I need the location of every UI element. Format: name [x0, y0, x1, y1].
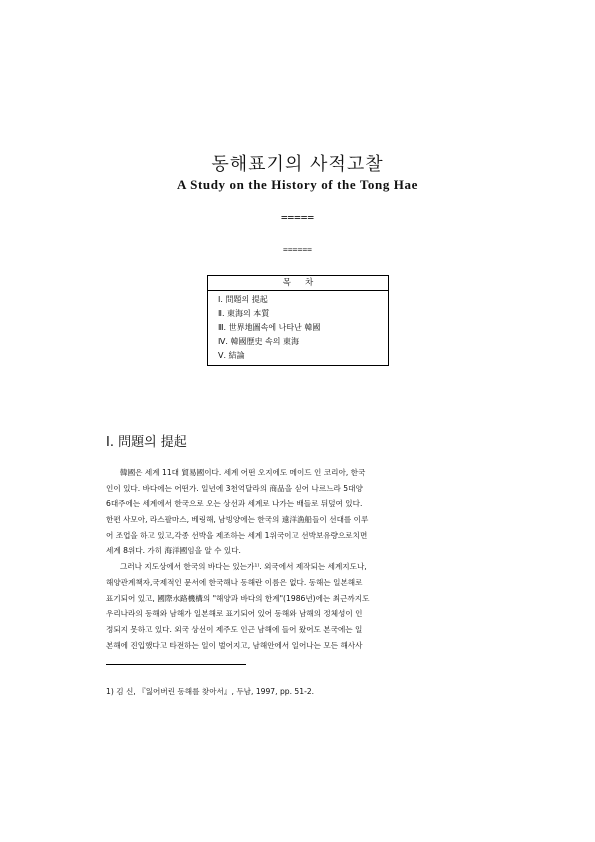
- toc-item: Ⅴ. 結論: [218, 351, 245, 360]
- footnote: 1) 김 신, 『잃어버린 동해를 찾아서』, 두남, 1997, pp. 51-2.: [106, 687, 315, 696]
- body-line: 우리나라의 동해와 남해가 일본해로 표기되어 있어 동해와 남해의 정체성이 인: [106, 609, 363, 619]
- body-line: 표기되어 있고, 國際水路機構의 "해양과 바다의 한계"(1986년)에는 최근까지도: [106, 593, 370, 603]
- toc-heading: 목차: [208, 276, 388, 291]
- section-body: [106, 465, 474, 653]
- footnote-divider: [106, 664, 246, 665]
- toc-item: Ⅱ. 東海의 本質: [218, 309, 270, 318]
- section-heading: Ⅰ. 問題의 提起: [106, 435, 187, 450]
- title-korean: 동해표기의 사적고찰: [211, 154, 384, 175]
- toc-item: Ⅳ. 韓國歷史 속의 東海: [218, 337, 300, 346]
- body-line: 그러나 지도상에서 한국의 바다는 있는가¹⁾. 외국에서 제작되는 세계지도나,: [120, 562, 367, 572]
- body-line: 인이 있다. 바다에는 어떤가. 일년에 3천억달라의 商品을 싣어 나르느라 5대양: [106, 483, 363, 493]
- affiliation-line: ======: [283, 245, 312, 254]
- body-line: 세계 8위다. 가히 海洋國임을 알 수 있다.: [106, 546, 241, 556]
- body-line: 韓國은 세계 11대 貿易國이다. 세계 어떤 오지에도 메이드 인 코리아, 한국: [120, 468, 366, 477]
- toc-item: Ⅰ. 問題의 提起: [218, 295, 268, 304]
- body-line: 어 조업을 하고 있고,각종 선박을 제조하는 세계 1위국이고 선박보유량으로치면: [106, 530, 368, 540]
- body-line: 해양관계책자,국제적인 문서에 한국해나 동해란 이름은 없다. 동해는 일본해로: [106, 577, 363, 587]
- body-line: 한편 사모아, 라스팔마스, 베링해, 남빙양에는 한국의 遠洋漁船들이 선대를 이루: [106, 515, 369, 525]
- author-line: =====: [280, 211, 315, 224]
- body-line: 6대주에는 세계에서 한국으로 오는 상선과 세계로 나가는 배들로 뒤덮여 있다.: [106, 499, 363, 509]
- table-of-contents: [207, 275, 389, 366]
- body-line: 정되지 못하고 있다. 외국 상선이 제주도 인근 남해에 들어 왔어도 본국에는 일: [106, 624, 363, 634]
- toc-list: [208, 291, 388, 365]
- body-line: 본해에 진입했다고 타전하는 일이 벌어지고, 남해안에서 일어나는 모든 해사사: [106, 640, 363, 650]
- toc-item: Ⅲ. 世界地圖속에 나타난 韓國: [218, 323, 321, 332]
- title-english: A Study on the History of the Tong Hae: [177, 177, 418, 192]
